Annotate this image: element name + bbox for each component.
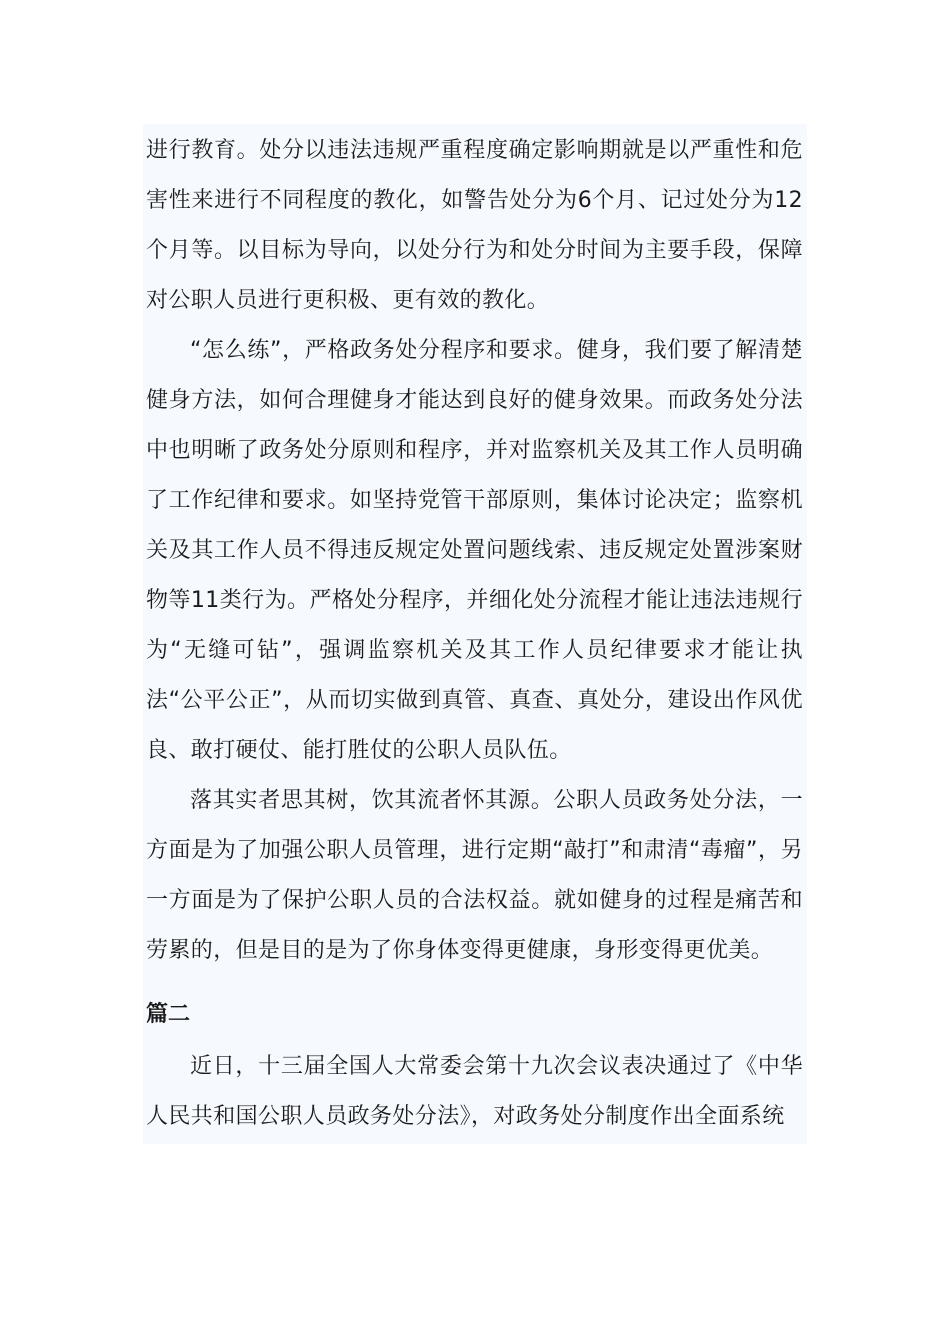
section-heading: 篇二	[146, 1002, 191, 1027]
paragraph-continuation: 进行教育。处分以违法违规严重程度确定影响期就是以严重性和危害性来进行不同程度的教化，如警告处分为6个月、记过处分为12个月等。以目标为导向，以处分行为和处分时间为主要手段，保障对公职人员进行更积极、更有效的教化。	[146, 138, 803, 313]
paragraph-conclusion: 落其实者思其树，饮其流者怀其源。公职人员政务处分法，一方面是为了加强公职人员管理，进行定期“敲打”和肃清“毒瘤”，另一方面是为了保护公职人员的合法权益。就如健身的过程是痛苦和劳累的，但是目的是为了你身体变得更健康，身形变得更优美。	[146, 788, 803, 963]
paragraph-section-two-intro: 近日，十三届全国人大常委会第十九次会议表决通过了《中华人民共和国公职人员政务处分法》，对政务处分制度作出全面系统	[146, 1054, 803, 1129]
paragraph-how-to-train: “怎么练”，严格政务处分程序和要求。健身，我们要了解清楚健身方法，如何合理健身才能达到良好的健身效果。而政务处分法中也明晰了政务处分原则和程序，并对监察机关及其工作人员明确了工作纪律和要求。如坚持党管干部原则，集体讨论决定；监察机关及其工作人员不得违反规定处置问题线索、违反规定处置涉案财物等11类行为。严格处分程序，并细化处分流程才能让违法违规行为“无缝可钻”，强调监察机关及其工作人员纪律要求才能让执法“公平公正”，从而切实做到真管、真查、真处分，建设出作风优良、敢打硬仗、能打胜仗的公职人员队伍。	[146, 338, 803, 763]
document-body	[143, 124, 807, 1144]
